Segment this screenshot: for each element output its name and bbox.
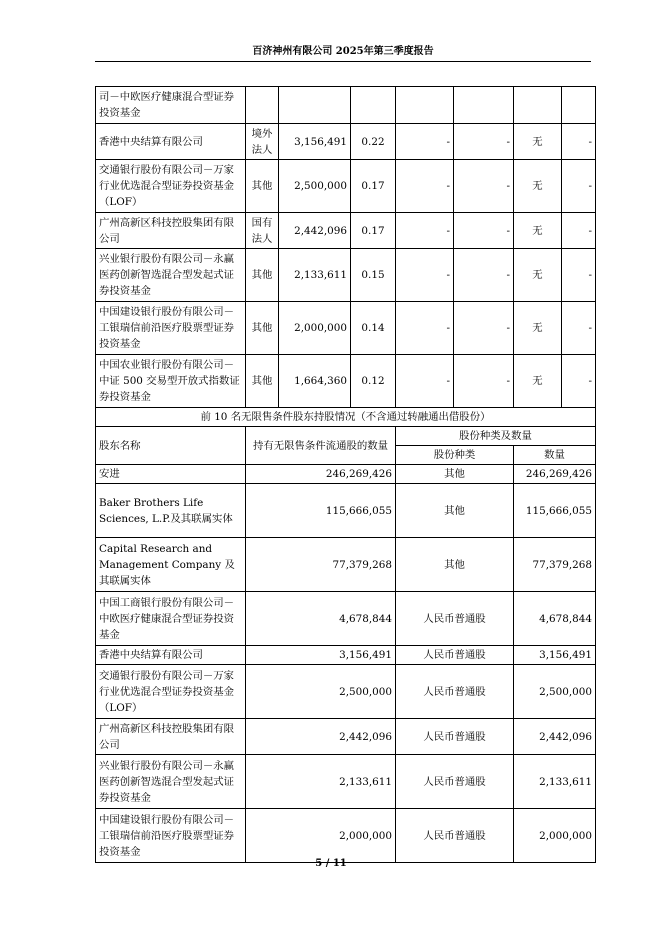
pledge-shares: - [454,355,514,408]
table-row [96,249,596,302]
table-row [96,665,596,719]
shareholder-name: 中国建设银行股份有限公司－工银瑞信前沿医疗股票型证券投资基金 [96,302,246,355]
share-type: 人民币普通股 [396,646,514,665]
restricted-shares: - [396,302,454,355]
share-type: 人民币普通股 [396,719,514,755]
shareholder-name: 交通银行股份有限公司－万家行业优选混合型证券投资基金（LOF） [96,160,246,213]
holding-ratio: 0.15 [351,249,396,302]
table-row [96,87,596,124]
holding-ratio [351,87,396,124]
restricted-shares: - [396,249,454,302]
shareholder-name: Baker Brothers Life Sciences, L.P.及其联属实体 [96,484,246,538]
shareholder-nature: 其他 [246,355,279,408]
holding-ratio: 0.12 [351,355,396,408]
share-quantity: 2,442,096 [514,719,596,755]
table-row [96,719,596,755]
unrestricted-shares: 2,500,000 [246,665,396,719]
share-type: 其他 [396,484,514,538]
status-quantity [562,87,596,124]
table-row [96,213,596,249]
share-type: 人民币普通股 [396,755,514,809]
status-quantity: - [562,160,596,213]
header-row [96,427,596,446]
holding-ratio: 0.14 [351,302,396,355]
pledge-shares [454,87,514,124]
table-row [96,160,596,213]
page-number: 5 / 11 [315,858,347,869]
shares-held [279,87,351,124]
unrestricted-shares: 2,133,611 [246,755,396,809]
holding-ratio: 0.17 [351,160,396,213]
status-quantity: - [562,124,596,160]
unrestricted-shares: 246,269,426 [246,465,396,484]
section-title-row [96,408,596,427]
shareholder-name: 广州高新区科技控股集团有限公司 [96,719,246,755]
unrestricted-shares: 2,442,096 [246,719,396,755]
unrestricted-shares: 115,666,055 [246,484,396,538]
shareholder-nature: 其他 [246,249,279,302]
restricted-shares: - [396,355,454,408]
shareholder-nature: 境外法人 [246,124,279,160]
shareholder-nature [246,87,279,124]
share-type: 人民币普通股 [396,592,514,646]
share-type: 人民币普通股 [396,809,514,863]
shareholder-name: Capital Research and Management Company 及其联属实体 [96,538,246,592]
col-header-type: 股份种类 [396,446,514,465]
share-status: 无 [514,302,562,355]
table-row [96,484,596,538]
holding-ratio: 0.17 [351,213,396,249]
pledge-shares: - [454,160,514,213]
share-quantity: 246,269,426 [514,465,596,484]
table-row [96,809,596,863]
share-quantity: 4,678,844 [514,592,596,646]
shares-held: 3,156,491 [279,124,351,160]
unrestricted-shares: 4,678,844 [246,592,396,646]
shares-held: 1,664,360 [279,355,351,408]
pledge-shares: - [454,302,514,355]
table-row [96,465,596,484]
share-status: 无 [514,249,562,302]
table-row [96,302,596,355]
shareholder-name: 交通银行股份有限公司－万家行业优选混合型证券投资基金（LOF） [96,665,246,719]
share-type: 其他 [396,465,514,484]
share-quantity: 2,000,000 [514,809,596,863]
table-row [96,646,596,665]
section-title: 前 10 名无限售条件股东持股情况（不含通过转融通出借股份） [96,408,596,427]
pledge-shares: - [454,213,514,249]
status-quantity: - [562,213,596,249]
shares-held: 2,442,096 [279,213,351,249]
shareholder-name: 兴业银行股份有限公司－永赢医药创新智选混合型发起式证券投资基金 [96,249,246,302]
shareholder-name: 安进 [96,465,246,484]
unrestricted-shares: 3,156,491 [246,646,396,665]
share-quantity: 2,133,611 [514,755,596,809]
shareholder-nature: 其他 [246,302,279,355]
share-status: 无 [514,160,562,213]
table-row [96,538,596,592]
share-status: 无 [514,355,562,408]
share-status: 无 [514,213,562,249]
share-type: 其他 [396,538,514,592]
table-row [96,124,596,160]
restricted-shares [396,87,454,124]
table-row [96,755,596,809]
restricted-shares: - [396,213,454,249]
share-status [514,87,562,124]
pledge-shares: - [454,249,514,302]
share-quantity: 115,666,055 [514,484,596,538]
shareholder-nature: 国有法人 [246,213,279,249]
shareholder-name: 香港中央结算有限公司 [96,124,246,160]
shareholder-name: 兴业银行股份有限公司－永赢医药创新智选混合型发起式证券投资基金 [96,755,246,809]
shareholder-name: 司－中欧医疗健康混合型证券投资基金 [96,87,246,124]
shareholder-name: 中国农业银行股份有限公司－中证 500 交易型开放式指数证券投资基金 [96,355,246,408]
shares-held: 2,000,000 [279,302,351,355]
col-header-name: 股东名称 [96,427,246,465]
holding-ratio: 0.22 [351,124,396,160]
shareholder-nature: 其他 [246,160,279,213]
col-header-held: 持有无限售条件流通股的数量 [246,427,396,465]
shares-held: 2,133,611 [279,249,351,302]
unrestricted-shares: 77,379,268 [246,538,396,592]
col-header-qty: 数量 [514,446,596,465]
unrestricted-shares: 2,000,000 [246,809,396,863]
restricted-shares: - [396,160,454,213]
status-quantity: - [562,249,596,302]
status-quantity: - [562,302,596,355]
restricted-shares: - [396,124,454,160]
shareholder-name: 中国工商银行股份有限公司－中欧医疗健康混合型证券投资基金 [96,592,246,646]
table-row [96,592,596,646]
status-quantity: - [562,355,596,408]
shareholder-name: 广州高新区科技控股集团有限公司 [96,213,246,249]
pledge-shares: - [454,124,514,160]
share-type: 人民币普通股 [396,665,514,719]
shareholder-name: 中国建设银行股份有限公司－工银瑞信前沿医疗股票型证券投资基金 [96,809,246,863]
shares-held: 2,500,000 [279,160,351,213]
page-header: 百济神州有限公司 2025年第三季度报告 [95,44,591,62]
share-status: 无 [514,124,562,160]
share-quantity: 77,379,268 [514,538,596,592]
share-quantity: 2,500,000 [514,665,596,719]
share-quantity: 3,156,491 [514,646,596,665]
col-header-type-group: 股份种类及数量 [396,427,596,446]
shareholder-name: 香港中央结算有限公司 [96,646,246,665]
shareholder-table [95,86,596,863]
table-row [96,355,596,408]
